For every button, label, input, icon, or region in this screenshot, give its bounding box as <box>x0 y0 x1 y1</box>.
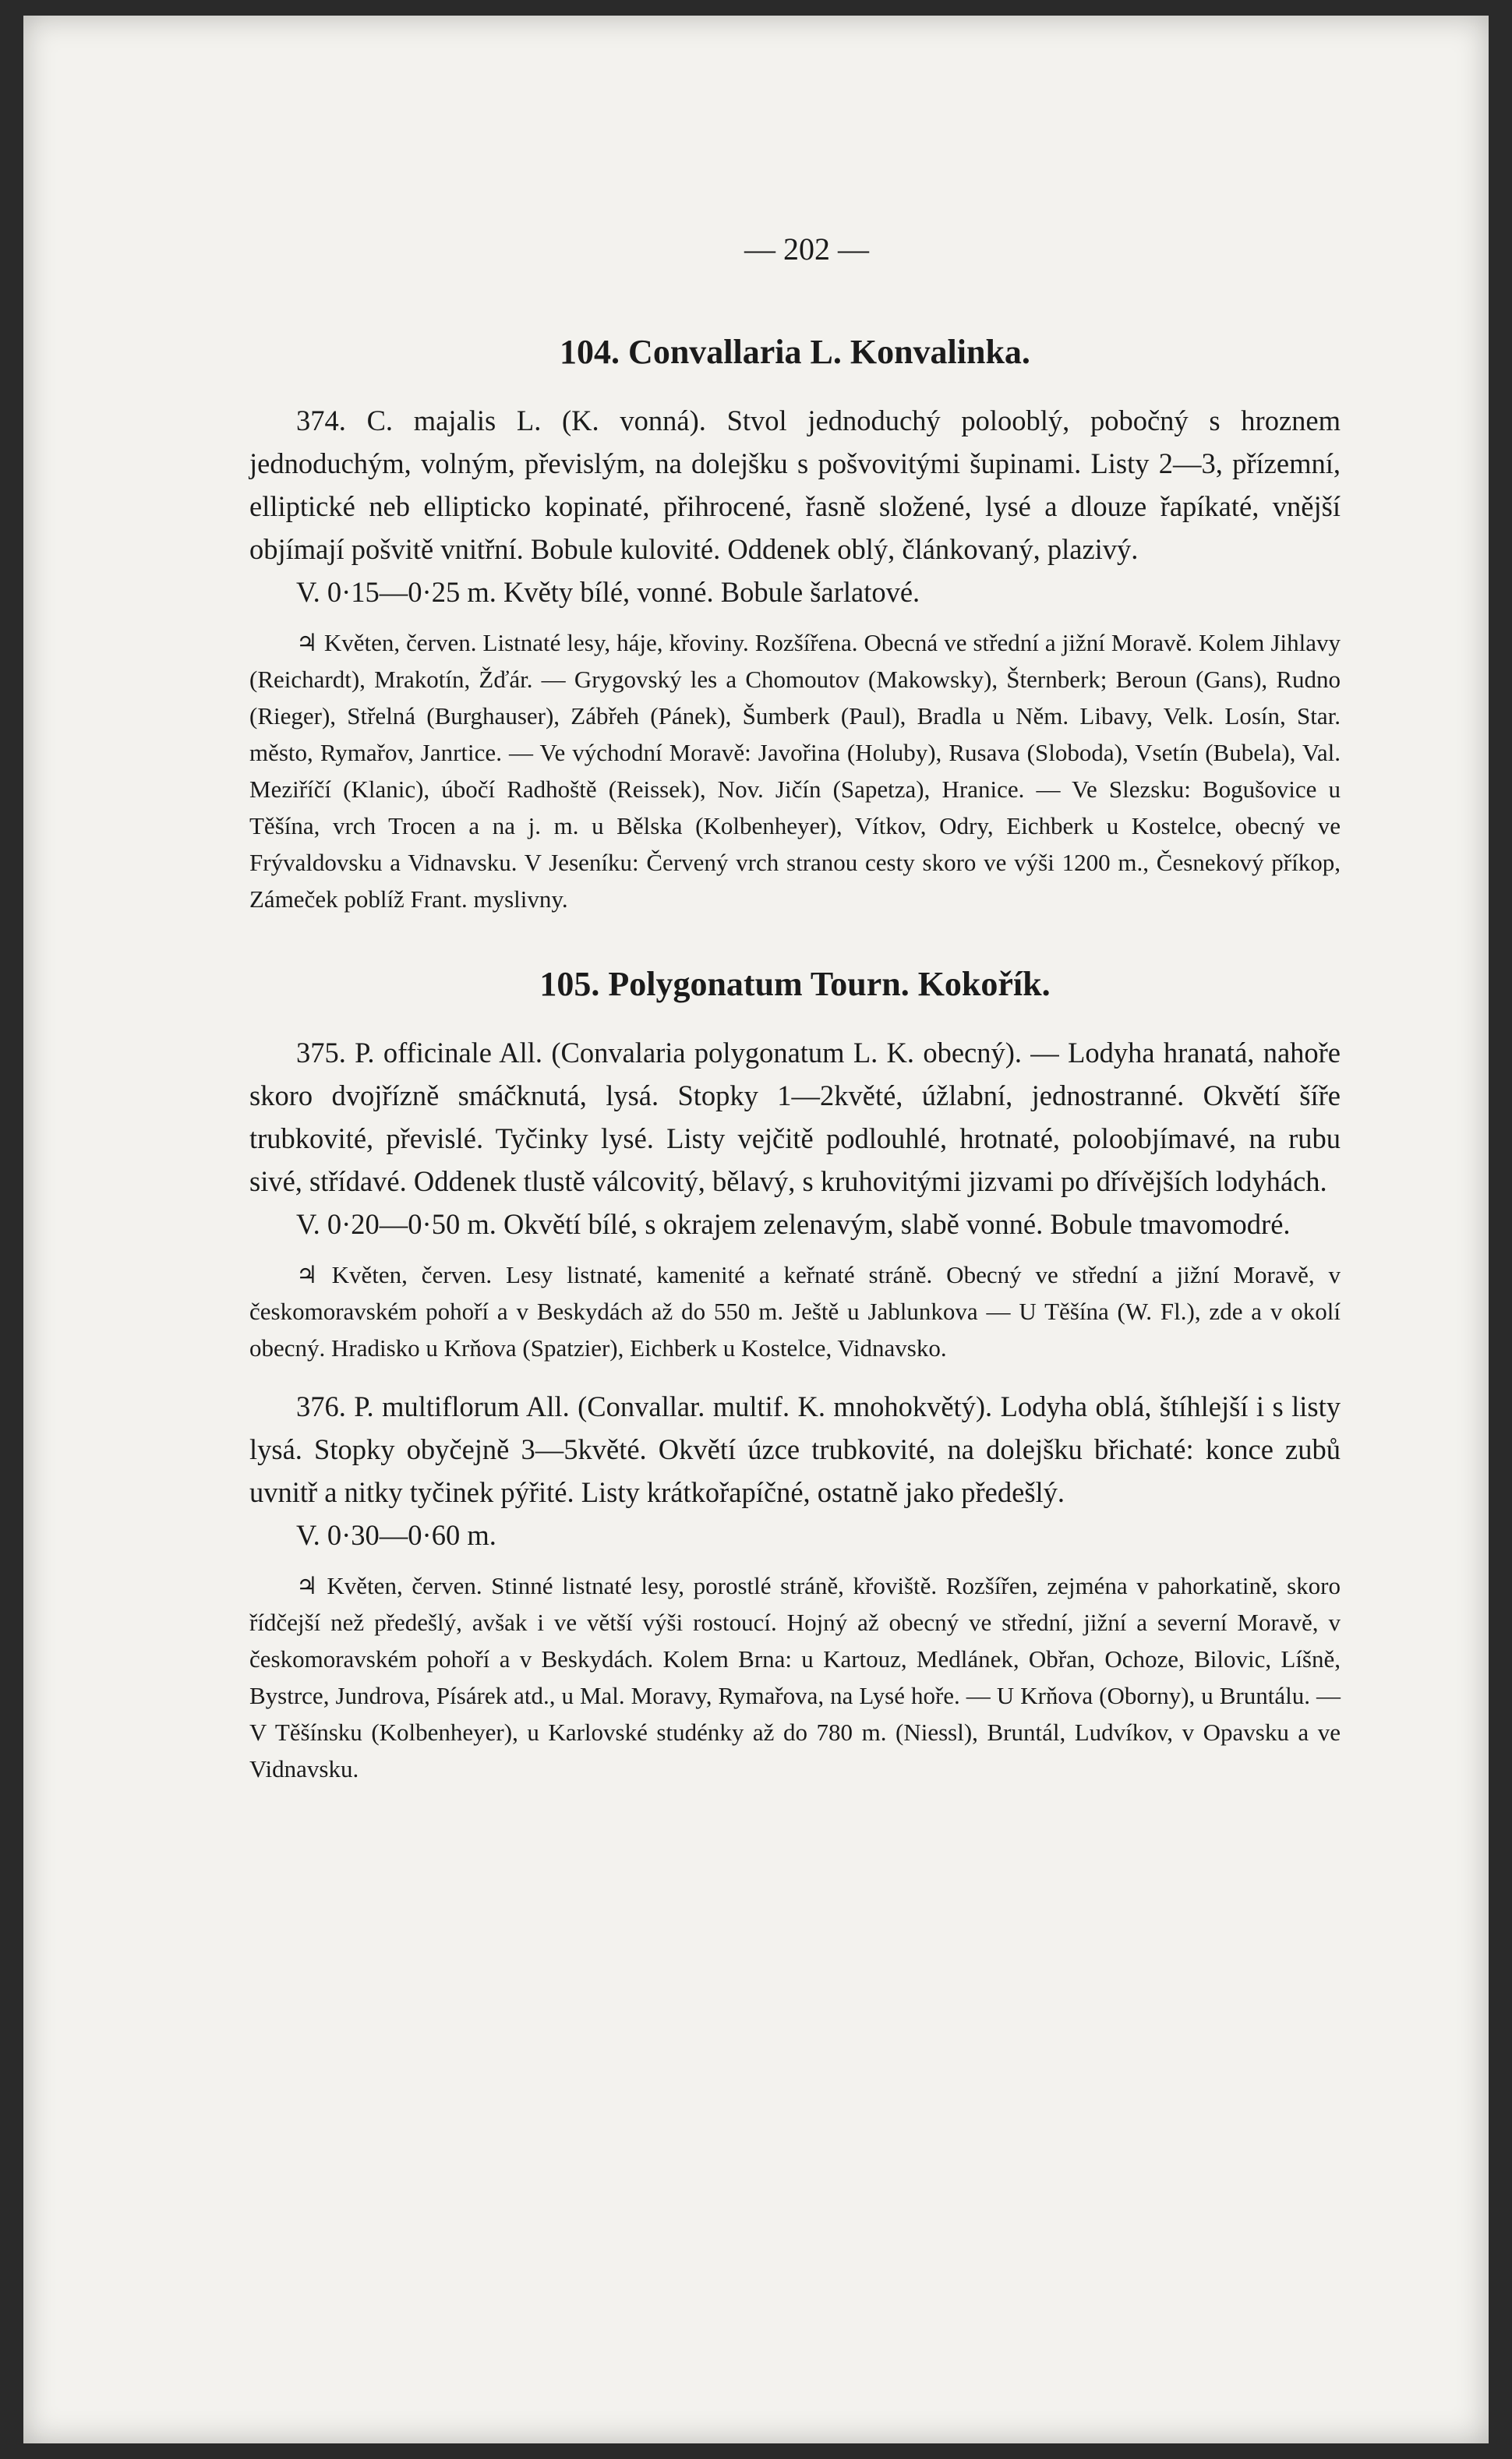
genus-heading: 105. Polygonatum Tourn. Kokořík. <box>539 965 1051 1003</box>
species-distribution: ♃ Květen, červen. Listnaté lesy, háje, křoviny. Rozšířena. Obecná ve střední a jižní Moravě. Kolem Jihlavy (Reichardt), Mrakotín, Žďár. — Grygovský les a Chomoutov (Makowsky), Šternberk; Beroun (Gans), Rudno (Rieger), Střelná (Burghauser), Zábřeh (Pánek), Šumberk (Paul), Bradla u Něm. Libavy, Velk. Losín, Star. město, Rymařov, Janrtice. — Ve východní Moravě: Javořina (Holuby), Rusava (Sloboda), Vsetín (Bubela), Val. Meziříčí (Klanic), úbočí Radhoště (Reissek), Nov. Jičín (Sapetza), Hranice. — Ve Slezsku: Bogušovice u Těšína, vrch Trocen a na j. m. u Bělska (Kolbenheyer), Vítkov, Odry, Eichberk u Kostelce, obecný ve Frývaldovsku a Vidnavsku. V Jeseníku: Červený vrch stranou cesty skoro ve výši 1200 m., Česnekový příkop, Zámeček poblíž Frant. myslivny. <box>249 629 1341 913</box>
scanned-page <box>23 16 1489 2443</box>
genus-heading: 104. Convallaria L. Konvalinka. <box>560 333 1030 371</box>
section-convallaria <box>249 329 1341 917</box>
species-measure: V. 0·15—0·25 m. Květy bílé, vonné. Bobule šarlatové. <box>296 576 920 608</box>
species-measure: V. 0·30—0·60 m. <box>296 1519 496 1551</box>
page-content <box>249 226 1341 1795</box>
species-distribution: ♃ Květen, červen. Lesy listnaté, kamenité a keřnaté stráně. Obecný ve střední a jižní Moravě, v českomoravském pohoří a v Beskydách až do 550 m. Ještě u Jablunkova — U Těšína (W. Fl.), zde a v okolí obecný. Hradisko u Krňova (Spatzier), Eichberk u Kostelce, Vidnavsko. <box>249 1261 1341 1362</box>
section-polygonatum <box>249 961 1341 1787</box>
species-distribution: ♃ Květen, červen. Stinné listnaté lesy, porostlé stráně, křoviště. Rozšířen, zejména v pahorkatině, skoro řídčejší než předešlý, avšak i ve větší výši rostoucí. Hojný až obecný ve střední, jižní a severní Moravě, v českomoravském pohoří a v Beskydách. Kolem Brna: u Kartouz, Medlánek, Obřan, Ochoze, Bilovic, Líšně, Bystrce, Jundrova, Písárek atd., u Mal. Moravy, Rymařova, na Lysé hoře. — U Krňova (Oborny), u Bruntálu. — V Těšínsku (Kolbenheyer), u Karlovské studénky až do 780 m. (Niessl), Bruntál, Ludvíkov, v Opavsku a ve Vidnavsku. <box>249 1572 1341 1782</box>
species-description: 374. C. majalis L. (K. vonná). Stvol jednoduchý polooblý, pobočný s hroznem jednoduchým, volným, převislým, na dolejšku s pošvovitými šupinami. Listy 2—3, přízemní, elliptické neb ellipticko kopinaté, přihrocené, řasně složené, lysé a dlouze řapíkaté, vnější objímají pošvitě vnitřní. Bobule kulovité. Oddenek oblý, článkovaný, plazivý. <box>249 405 1341 565</box>
species-description: 375. P. officinale All. (Convalaria polygonatum L. K. obecný). — Lodyha hranatá, nahoře skoro dvojřízně smáčknutá, lysá. Stopky 1—2květé, úžlabní, jednostranné. Okvětí šíře trubkovité, převislé. Tyčinky lysé. Listy vejčitě podlouhlé, hrotnaté, poloobjímavé, na rubu sivé, střídavé. Oddenek tlustě válcovitý, bělavý, s kruhovitými jizvami po dřívějších lodyhách. <box>249 1037 1341 1197</box>
species-measure: V. 0·20—0·50 m. Okvětí bílé, s okrajem zelenavým, slabě vonné. Bobule tmavomodré. <box>296 1208 1291 1240</box>
spacer <box>249 1374 1341 1385</box>
species-description: 376. P. multiflorum All. (Convallar. multif. K. mnohokvětý). Lodyha oblá, štíhlejší i s listy lysá. Stopky obyčejně 3—5květé. Okvětí úzce trubkovité, na dolejšku břichaté: konce zubů uvnitř a nitky tyčinek pýřité. Listy krátkořapíčné, ostatně jako předešlý. <box>249 1390 1341 1508</box>
page-number: — 202 — <box>744 231 869 267</box>
